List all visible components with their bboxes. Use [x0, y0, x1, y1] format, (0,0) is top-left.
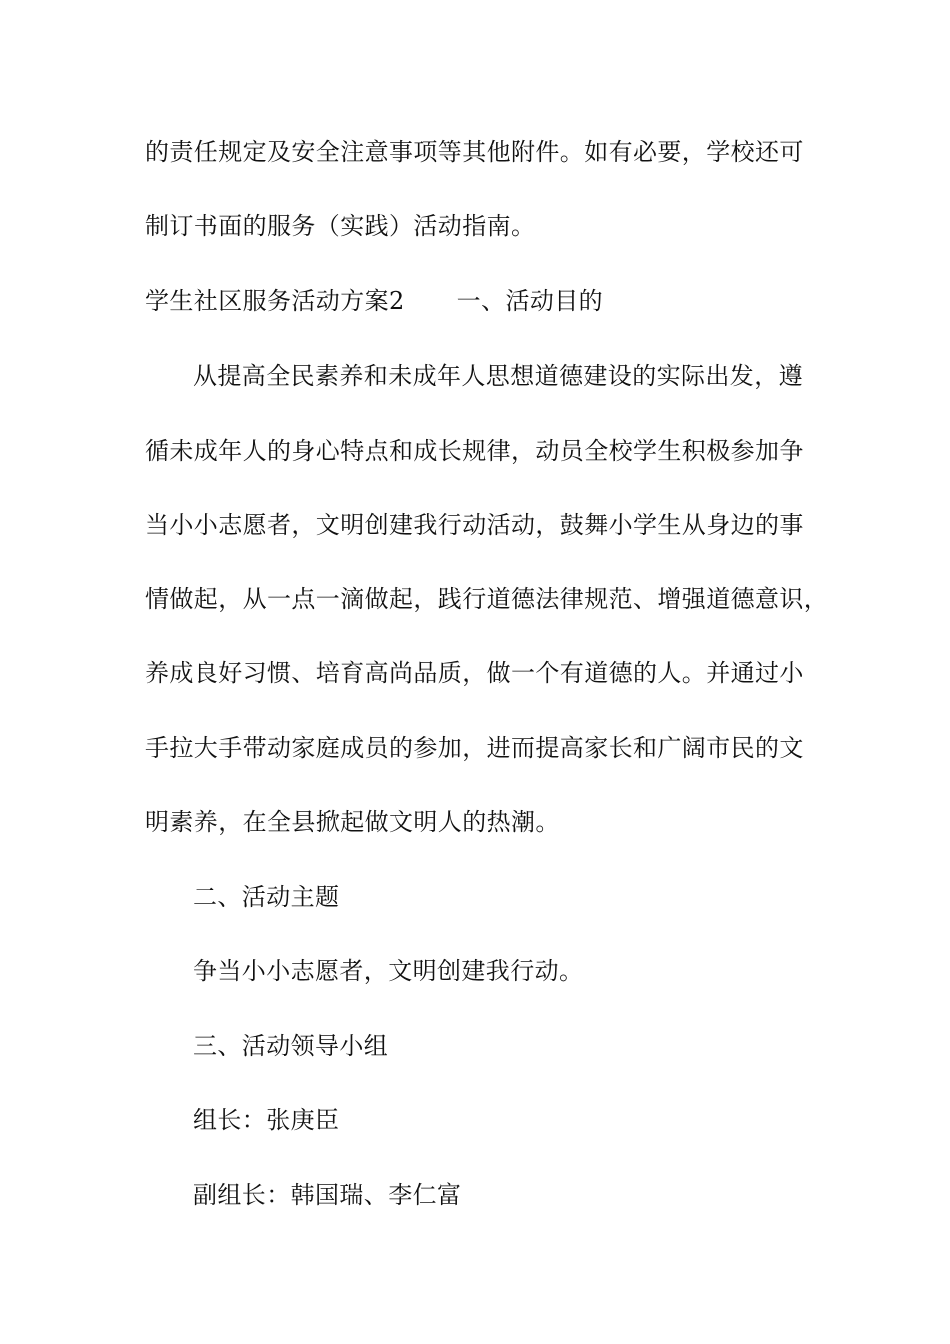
leader-line: 组长：张庚臣 — [193, 1106, 340, 1134]
section-heading: 一、活动目的 — [456, 287, 604, 315]
paragraph-line: 制订书面的服务（实践）活动指南。 — [145, 212, 536, 240]
paragraph-line: 情做起，从一点一滴做起，践行道德法律规范、增强道德意识， — [145, 585, 829, 613]
paragraph-line: 手拉大手带动家庭成员的参加，进而提高家长和广阔市民的文 — [145, 734, 804, 762]
paragraph-line: 养成良好习惯、培育高尚品质，做一个有道德的人。并通过小 — [145, 659, 804, 687]
deputy-leader-line: 副组长：韩国瑞、李仁富 — [193, 1181, 462, 1209]
paragraph-line: 明素养，在全县掀起做文明人的热潮。 — [145, 808, 560, 836]
document-title: 学生社区服务活动方案2 — [145, 287, 405, 315]
title-line — [145, 286, 603, 316]
paragraph-line: 从提高全民素养和未成年人思想道德建设的实际出发，遵 — [193, 362, 803, 390]
section-heading: 二、活动主题 — [193, 883, 340, 911]
paragraph-line: 当小小志愿者，文明创建我行动活动，鼓舞小学生从身边的事 — [145, 511, 804, 539]
paragraph-line: 的责任规定及安全注意事项等其他附件。如有必要，学校还可 — [145, 138, 804, 166]
paragraph-line: 循未成年人的身心特点和成长规律，动员全校学生积极参加争 — [145, 437, 804, 465]
section-heading: 三、活动领导小组 — [193, 1032, 389, 1060]
paragraph-line: 争当小小志愿者，文明创建我行动。 — [193, 957, 584, 985]
